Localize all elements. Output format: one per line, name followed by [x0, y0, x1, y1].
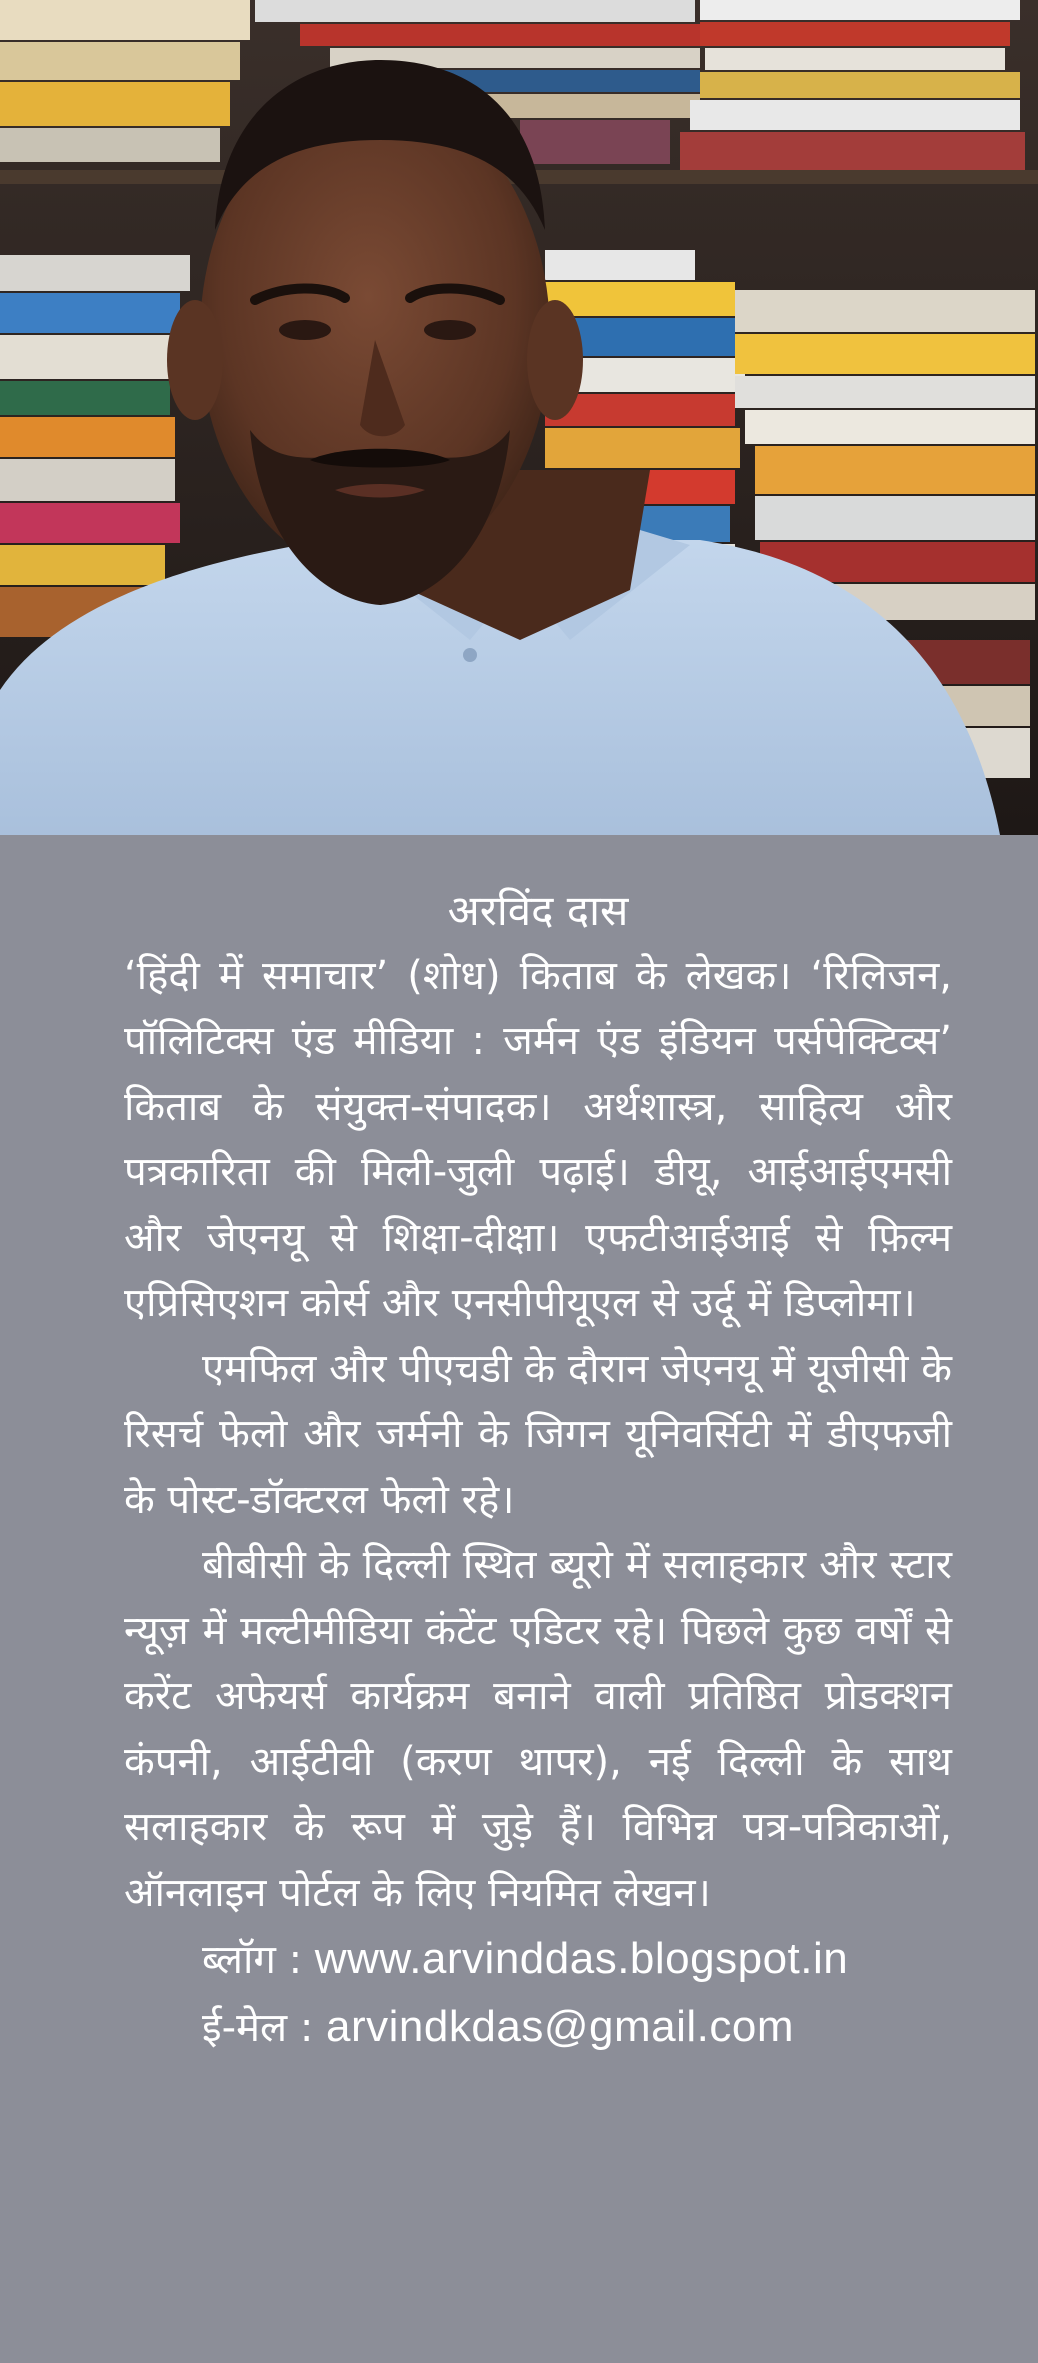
blog-line — [124, 1926, 952, 1994]
bio-paragraph-2: एमफिल और पीएचडी के दौरान जेएनयू में यूजीसी के रिसर्च फेलो और जर्मनी के जिगन यूनिवर्सिटी में डीएफजी के पोस्ट-डॉक्टरल फेलो रहे। — [124, 1345, 952, 1523]
author-name: अरविंद दास — [447, 886, 629, 935]
email-address: arvindkdas@gmail.com — [326, 2001, 794, 2051]
author-photo — [0, 0, 1038, 835]
blog-url: www.arvinddas.blogspot.in — [314, 1934, 849, 1983]
bio-paragraph-3: बीबीसी के दिल्ली स्थित ब्यूरो में सलाहकार और स्टार न्यूज़ में मल्टीमीडिया कंटेंट एडिटर रहे। पिछले कुछ वर्षों से करेंट अफेयर्स कार्यक्रम बनाने वाली प्रतिष्ठित प्रोडक्शन कंपनी, आईटीवी (करण थापर), नई दिल्ली के साथ सलाहकार के रूप में जुड़े हैं। विभिन्न पत्र-पत्रिकाओं, ऑनलाइन पोर्टल के लिए नियमित लेखन। — [124, 1542, 952, 1916]
book-stack-left — [0, 255, 190, 637]
blog-label: ब्लॉग : — [202, 1937, 303, 1983]
email-line — [124, 1994, 952, 2062]
author-bio — [124, 878, 952, 2061]
email-label: ई-मेल : — [202, 2004, 314, 2051]
bio-paragraph-1: ‘हिंदी में समाचार’ (शोध) किताब के लेखक। ‘रिलिजन, पॉलिटिक्स एंड मीडिया : जर्मन एंड इंडियन पर्सपेक्टिव्स’ किताब के संयुक्त-संपादक। अर्थशास्त्र, साहित्य और पत्रकारिता की मिली-जुली पढ़ाई। डीयू, आईआईएमसी और जेएनयू से शिक्षा-दीक्षा। एफटीआईआई से फ़िल्म एप्रिसिएशन कोर्स और एनसीपीयूएल से उर्दू में डिप्लोमा। — [124, 952, 952, 1326]
